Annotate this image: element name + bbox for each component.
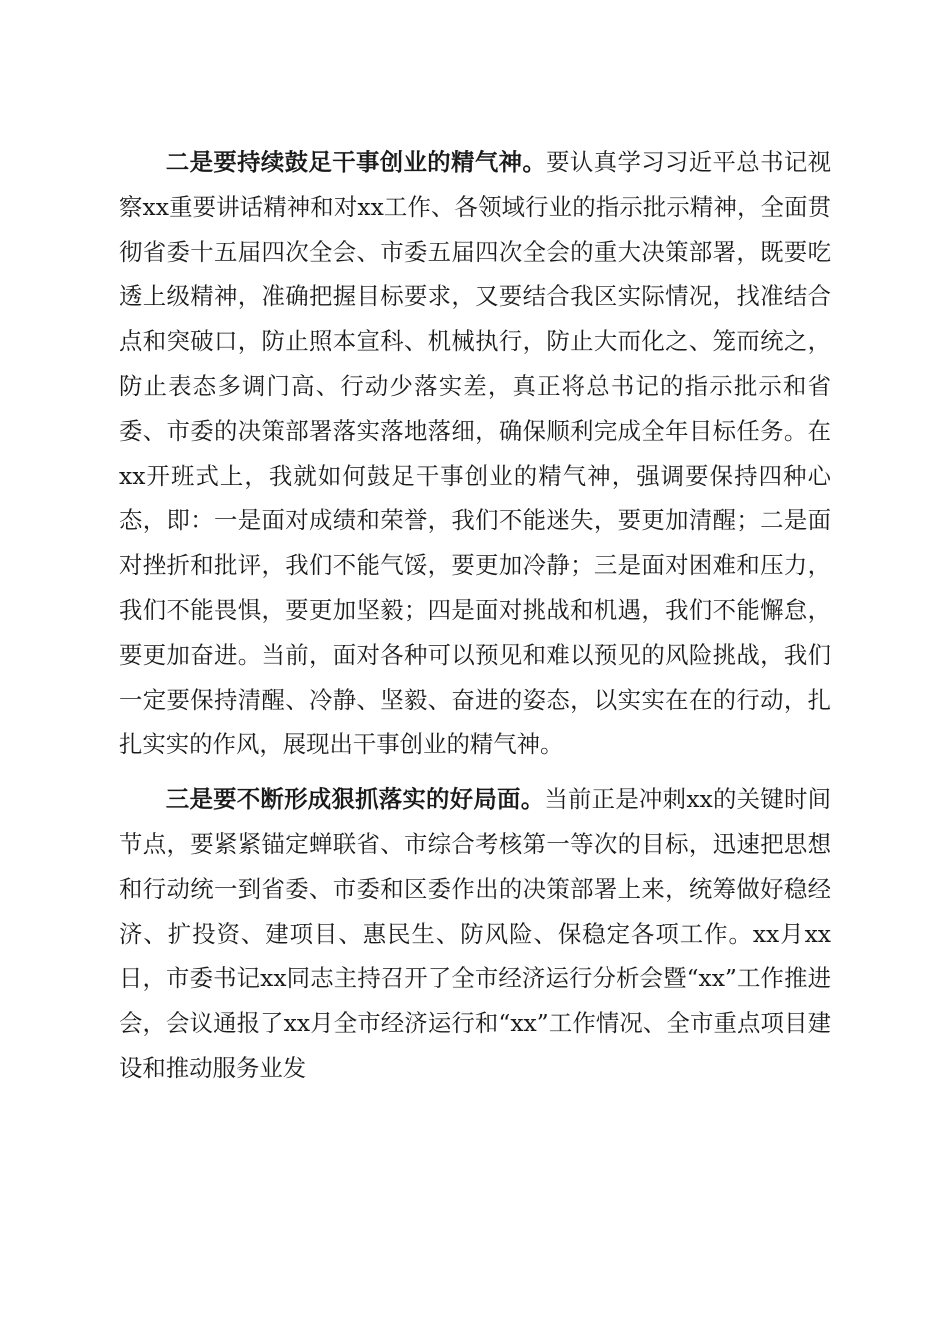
paragraph-2 [119, 140, 831, 767]
document-body [119, 140, 831, 1101]
paragraph-2-lead: 二是要持续鼓足干事创业的精气神。 [165, 148, 547, 176]
paragraph-2-body: 要认真学习习近平总书记视察xx重要讲话精神和对xx工作、各领域行业的指示批示精神，全面贯彻省委十五届四次全会、市委五届四次全会的重大决策部署，既要吃透上级精神，准确把握目标要求，又要结合我区实际情况，找准结合点和突破口，防止照本宣科、机械执行，防止大而化之、笼而统之，防止表态多调门高、行动少落实差，真正将总书记的指示批示和省委、市委的决策部署落实落地落细，确保顺利完成全年目标任务。在xx开班式上，我就如何鼓足干事创业的精气神，强调要保持四种心态，即：一是面对成绩和荣誉，我们不能迷失，要更加清醒；二是面对挫折和批评，我们不能气馁，要更加冷静；三是面对困难和压力，我们不能畏惧，要更加坚毅；四是面对挑战和机遇，我们不能懈怠，要更加奋进。当前，面对各种可以预见和难以预见的风险挑战，我们一定要保持清醒、冷静、坚毅、奋进的姿态，以实实在在的行动，扎扎实实的作风，展现出干事创业的精气神。 [119, 148, 832, 759]
paragraph-3-body: 当前正是冲刺xx的关键时间节点，要紧紧锚定蝉联省、市综合考核第一等次的目标，迅速把思想和行动统一到省委、市委和区委作出的决策部署上来，统筹做好稳经济、扩投资、建项目、惠民生、防风险、保稳定各项工作。xx月xx日，市委书记xx同志主持召开了全市经济运行分析会暨“xx”工作推进会，会议通报了xx月全市经济运行和“xx”工作情况、全市重点项目建设和推动服务业发 [119, 785, 831, 1082]
paragraph-3-lead: 三是要不断形成狠抓落实的好局面。 [165, 785, 545, 814]
paragraph-3 [119, 777, 831, 1091]
